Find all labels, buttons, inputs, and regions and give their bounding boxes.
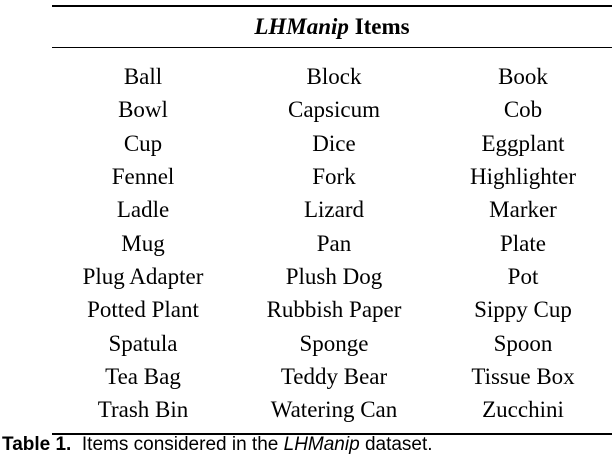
table-cell: Lizard	[303, 197, 364, 223]
table-row	[52, 127, 612, 160]
table-body	[52, 48, 612, 433]
table-row	[52, 160, 612, 193]
table-cell: Pan	[316, 230, 352, 256]
table-header	[52, 7, 612, 47]
table-cell: Teddy Bear	[280, 363, 388, 389]
table-row	[52, 360, 612, 393]
table-caption	[2, 434, 433, 456]
table-cell: Cob	[503, 97, 543, 123]
table-cell: Bowl	[118, 97, 168, 123]
table-cell: Zucchini	[482, 397, 564, 423]
table-cell: Book	[498, 64, 548, 90]
table-row	[52, 93, 612, 126]
table-cell: Ball	[123, 64, 163, 90]
items-table	[52, 5, 612, 435]
table-cell: Highlighter	[469, 164, 577, 190]
table-cell: Sippy Cup	[474, 297, 572, 323]
table-cell: Pot	[507, 263, 539, 289]
table-cell: Fork	[312, 164, 356, 190]
table-cell: Mug	[121, 230, 165, 256]
table-cell: Fennel	[111, 164, 175, 190]
table-cell: Eggplant	[481, 130, 565, 156]
caption-text: Items considered in the	[71, 434, 284, 455]
table-cell: Tissue Box	[471, 363, 575, 389]
table-row	[52, 293, 612, 326]
table-row	[52, 60, 612, 93]
table-cell: Tea Bag	[105, 363, 181, 389]
table-cell: Block	[306, 64, 362, 90]
table-cell: Potted Plant	[87, 297, 199, 323]
caption-dataset-name: LHManip	[283, 434, 360, 455]
table-row	[52, 226, 612, 259]
header-dataset-name: LHManip	[254, 14, 349, 39]
table-cell: Plug Adapter	[82, 263, 204, 289]
table-cell: Capsicum	[288, 97, 380, 123]
table-cell: Dice	[312, 130, 356, 156]
table-row	[52, 193, 612, 226]
table-row	[52, 326, 612, 359]
table-row	[52, 260, 612, 293]
table-cell: Sponge	[299, 330, 369, 356]
table-cell: Marker	[489, 197, 557, 223]
table-cell: Plush Dog	[285, 263, 383, 289]
table-cell: Spoon	[493, 330, 553, 356]
table-cell: Watering Can	[270, 397, 398, 423]
table-cell: Spatula	[108, 330, 178, 356]
caption-text-end: dataset.	[359, 434, 433, 455]
table-cell: Cup	[123, 130, 163, 156]
table-row	[52, 393, 612, 426]
header-items-label: Items	[348, 14, 410, 39]
table-cell: Trash Bin	[97, 397, 189, 423]
table-cell: Rubbish Paper	[266, 297, 402, 323]
table-cell: Ladle	[116, 197, 170, 223]
table-cell: Plate	[500, 230, 546, 256]
caption-label: Table 1.	[2, 434, 72, 455]
